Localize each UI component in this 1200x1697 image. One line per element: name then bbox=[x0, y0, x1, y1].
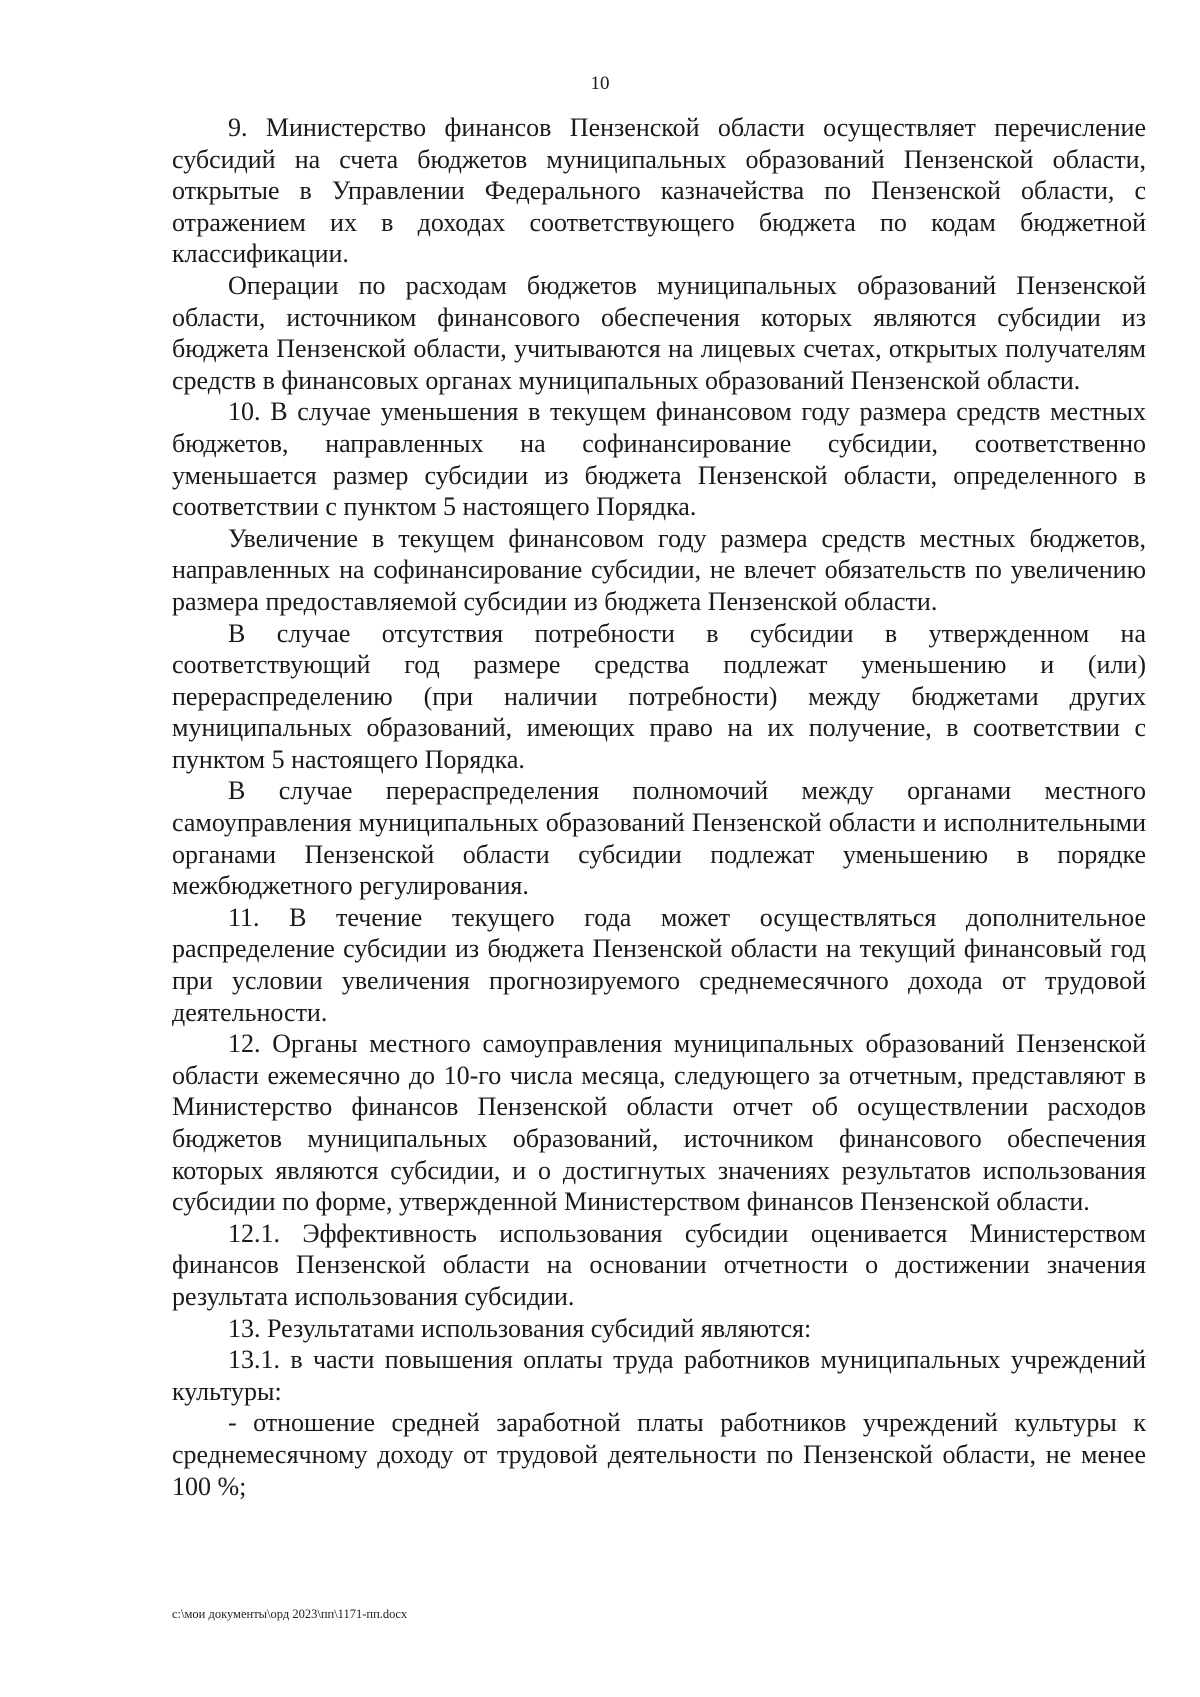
paragraph-13: 13. Результатами использования субсидий являются: bbox=[228, 1313, 812, 1343]
paragraph-11: 11. В течение текущего года может осуществляться дополнительное распределение субсидии из бюджета Пензенской области на текущий финансовый год при условии увеличения прогнозируемого среднемесячного дохода от трудовой деятельности. bbox=[172, 902, 1146, 1027]
paragraph-redistribution: В случае перераспределения полномочий между органами местного самоуправления муниципальных образований Пензенской области и исполнительными органами Пензенской области субсидии подлежат уменьшению в порядке межбюджетного регулирования. bbox=[172, 776, 1146, 901]
paragraph-12: 12. Органы местного самоуправления муниципальных образований Пензенской области ежемесячно до 10-го числа месяца, следующего за отчетным, представляют в Министерство финансов Пензенской области отчет об осуществлении расходов бюджетов муниципальных образований, источником финансового обеспечения которых являются субсидии, и о достигнутых значениях результатов использования субсидии по форме, утвержденной Министерством финансов Пензенской области. bbox=[172, 1029, 1146, 1217]
paragraph-12-1: 12.1. Эффективность использования субсидии оценивается Министерством финансов Пензенской области на основании отчетности о достижении значения результата использования субсидии. bbox=[172, 1218, 1146, 1311]
paragraph-no-need: В случае отсутствия потребности в субсидии в утвержденном на соответствующий год размере средства подлежат уменьшению и (или) перераспределению (при наличии потребности) между бюджетами других муниципальных образований, имеющих право на их получение, в соответствии с пунктом 5 настоящего Порядка. bbox=[172, 618, 1146, 774]
list-item-salary-ratio: - отношение средней заработной платы работников учреждений культуры к среднемесячному доходу от трудовой деятельности по Пензенской области, не менее 100 %; bbox=[172, 1408, 1146, 1501]
paragraph-13-1: 13.1. в части повышения оплаты труда работников муниципальных учреждений культуры: bbox=[172, 1345, 1146, 1406]
paragraph-9: 9. Министерство финансов Пензенской области осуществляет перечисление субсидий на счета бюджетов муниципальных образований Пензенской области, открытые в Управлении Федерального казначейства по Пензенской области, с отражением их в доходах соответствующего бюджета по кодам бюджетной классификации. bbox=[172, 113, 1146, 269]
paragraph-increase: Увеличение в текущем финансовом году размера средств местных бюджетов, направленных на софинансирование субсидии, не влечет обязательств по увеличению размера предоставляемой субсидии из бюджета Пензенской области. bbox=[172, 523, 1146, 616]
paragraph-10: 10. В случае уменьшения в текущем финансовом году размера средств местных бюджетов, направленных на софинансирование субсидии, соответственно уменьшается размер субсидии из бюджета Пензенской области, определенного в соответствии с пунктом 5 настоящего Порядка. bbox=[172, 397, 1146, 522]
footer-file-path: c:\мои документы\орд 2023\пп\1171-пп.docx bbox=[172, 1607, 408, 1621]
document-body bbox=[172, 112, 1146, 1502]
paragraph-operations: Операции по расходам бюджетов муниципальных образований Пензенской области, источником финансового обеспечения которых являются субсидии из бюджета Пензенской области, учитываются на лицевых счетах, открытых получателям средств в финансовых органах муниципальных образований Пензенской области. bbox=[172, 270, 1146, 395]
page-number: 10 bbox=[590, 73, 610, 94]
